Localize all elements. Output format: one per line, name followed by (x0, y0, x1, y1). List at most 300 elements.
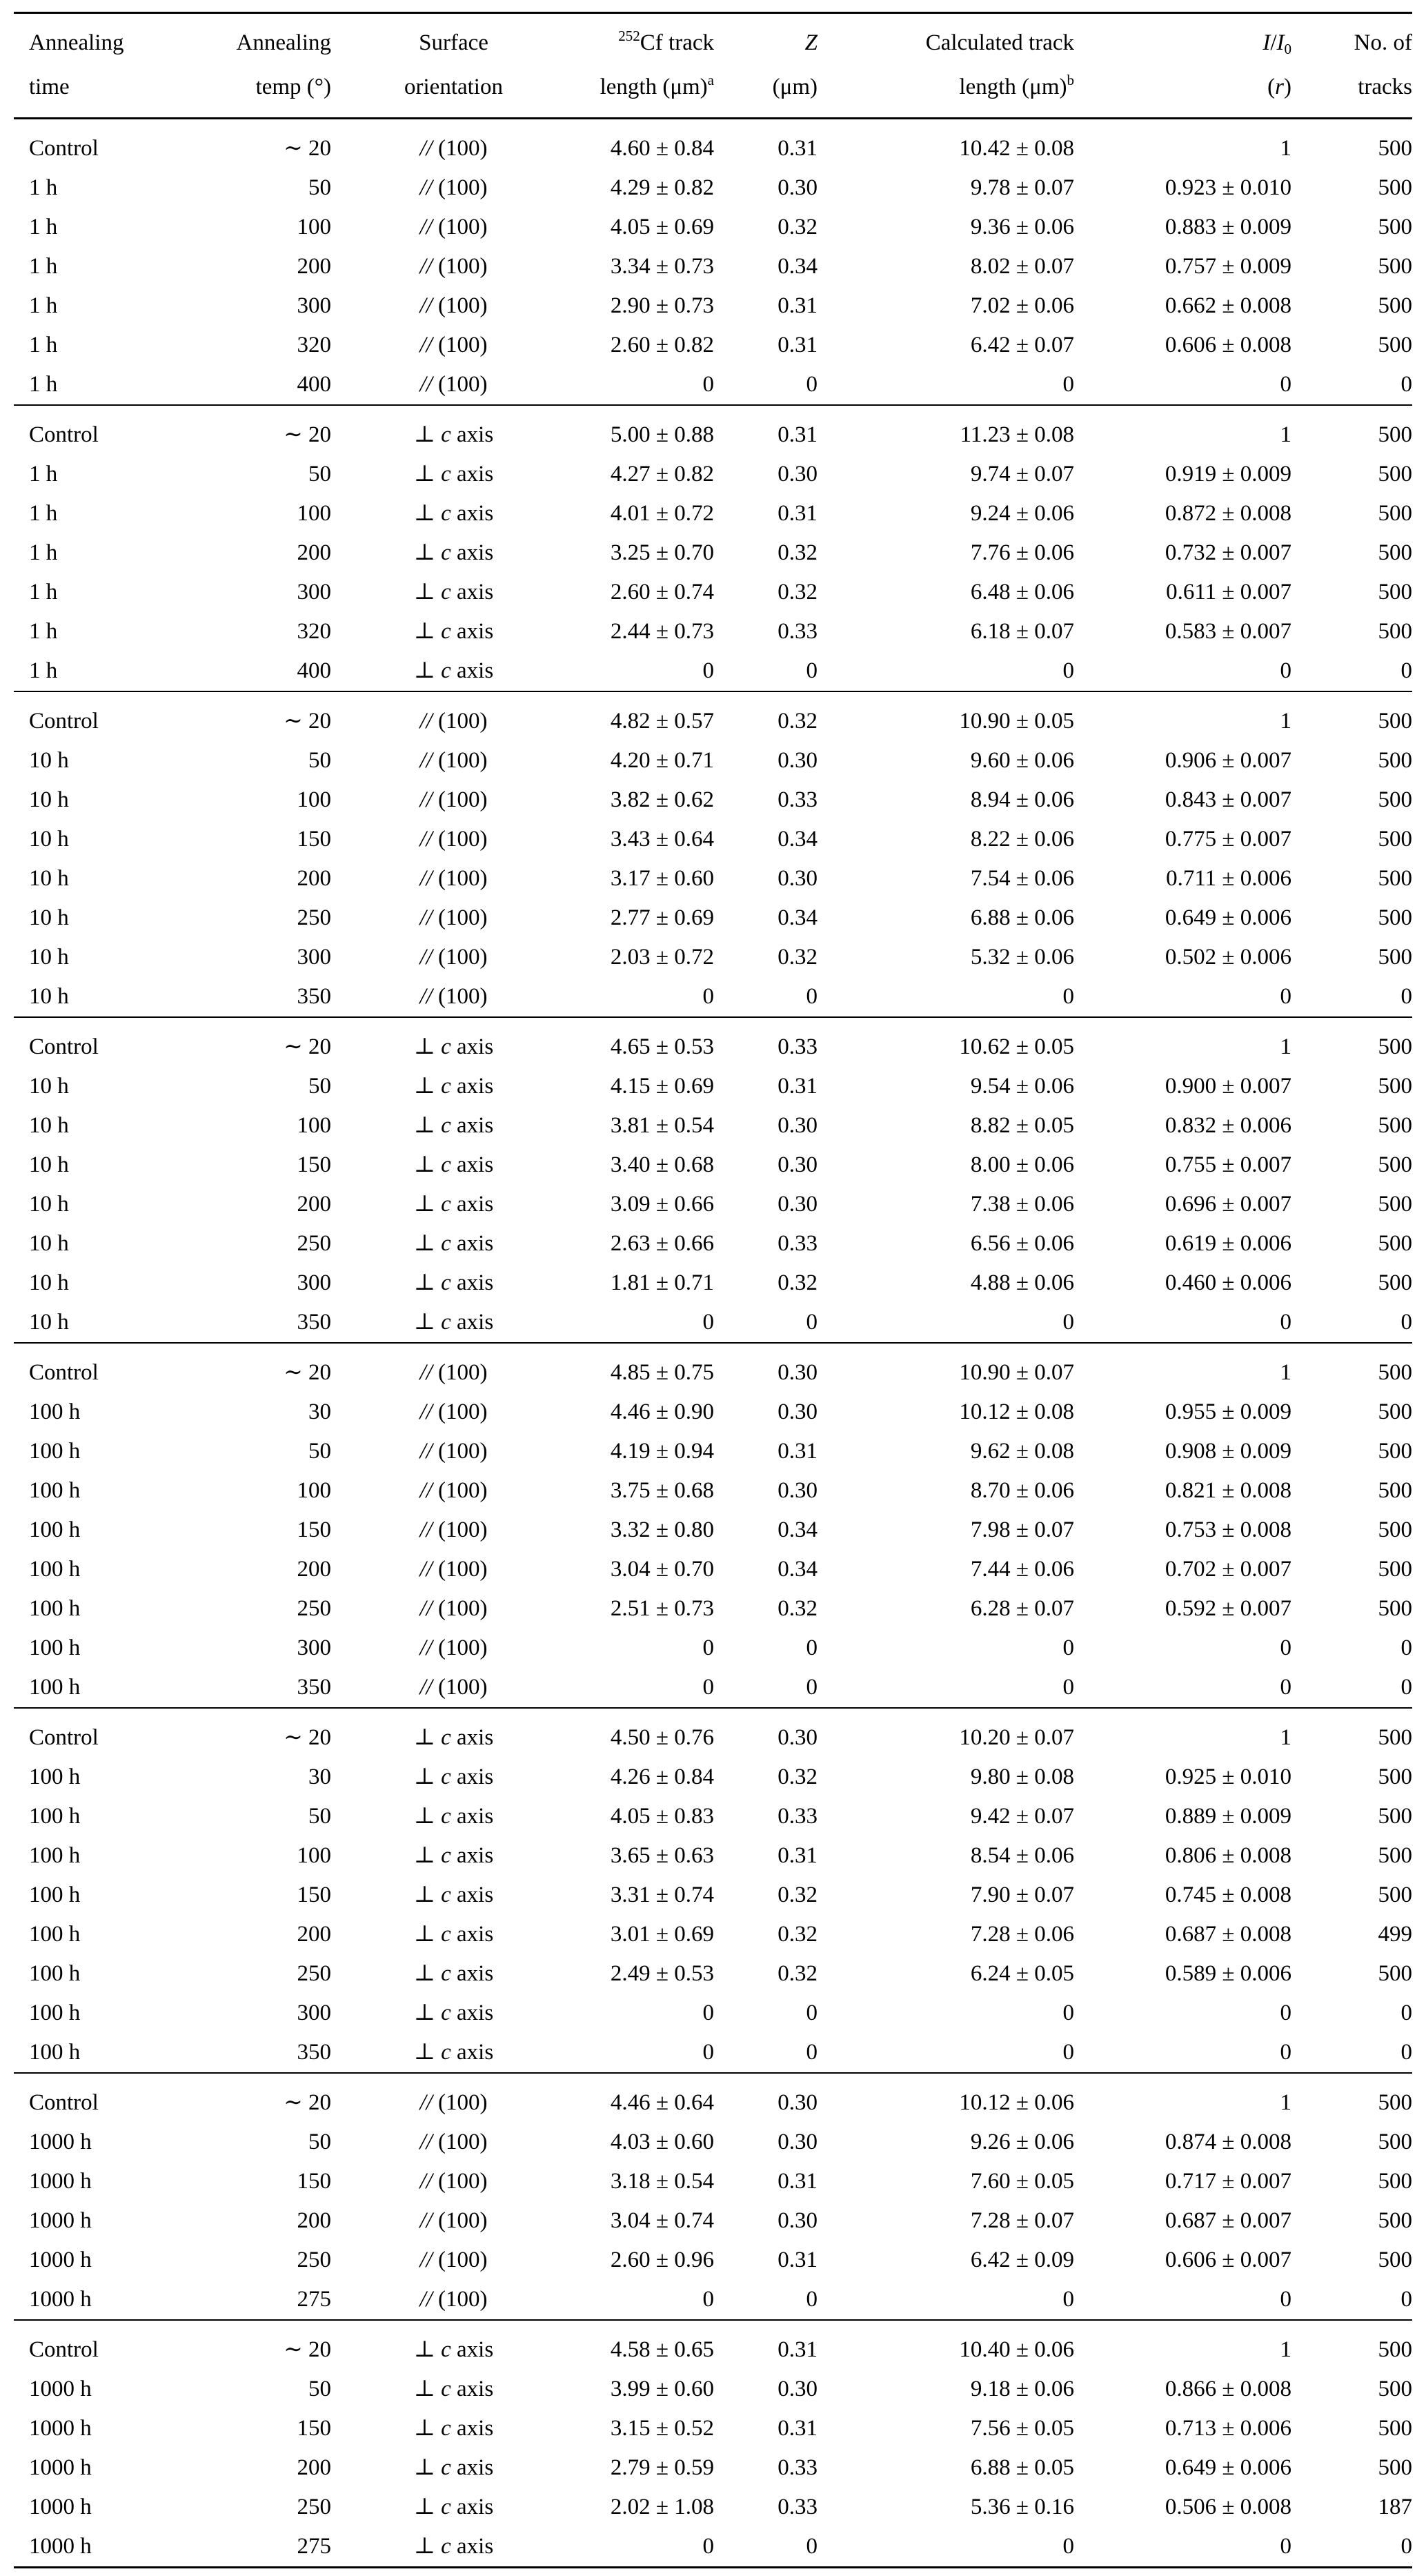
cell-annealing-temp: 100 (297, 1843, 331, 1868)
cell-surface-orientation: ⊥ c axis (413, 1270, 494, 1295)
cell-i-i0-ratio: 0.745 ± 0.008 (1165, 1882, 1291, 1907)
cell-annealing-time: 1 h (29, 333, 58, 357)
cell-surface-orientation: ⊥ c axis (413, 1804, 494, 1829)
cell-cf-track-length: 3.04 ± 0.74 (610, 2208, 714, 2233)
cell-z: 0.30 (778, 2377, 818, 2401)
cell-calculated-track-length: 0 (1062, 1675, 1074, 1700)
cell-num-tracks: 500 (1378, 1725, 1412, 1750)
cell-num-tracks: 500 (1378, 1034, 1412, 1059)
cell-surface-orientation: ⊥ c axis (413, 2337, 494, 2362)
cell-i-i0-ratio: 0.821 ± 0.008 (1165, 1478, 1291, 1503)
cell-cf-track-length: 0 (702, 372, 714, 397)
cell-i-i0-ratio: 0.506 ± 0.008 (1165, 2495, 1291, 2519)
table-group (14, 1343, 1412, 1708)
cell-z: 0 (806, 984, 818, 1009)
table-row (14, 2123, 1412, 2162)
cell-i-i0-ratio: 0.619 ± 0.006 (1165, 1231, 1291, 1256)
cell-num-tracks: 500 (1378, 333, 1412, 357)
cell-surface-orientation: ⊥ c axis (413, 2040, 494, 2065)
cell-i-i0-ratio: 0 (1280, 1635, 1291, 1660)
cell-num-tracks: 0 (1400, 2534, 1412, 2559)
table-row (14, 247, 1412, 286)
cell-calculated-track-length: 7.44 ± 0.06 (970, 1557, 1074, 1582)
header-line (1074, 21, 1291, 65)
cell-num-tracks: 500 (1378, 462, 1412, 486)
cell-surface-orientation: // (100) (419, 787, 488, 812)
table-row (14, 455, 1412, 494)
cell-cf-track-length: 0 (702, 984, 714, 1009)
cell-surface-orientation: ⊥ c axis (413, 619, 494, 644)
cell-z: 0.33 (778, 1231, 818, 1256)
table-row (14, 2241, 1412, 2280)
cell-calculated-track-length: 9.60 ± 0.06 (970, 748, 1074, 773)
cell-i-i0-ratio: 0.583 ± 0.007 (1165, 619, 1291, 644)
cell-surface-orientation: ⊥ c axis (413, 501, 494, 526)
table-row (14, 208, 1412, 247)
cell-cf-track-length: 0 (702, 1310, 714, 1335)
cell-num-tracks: 500 (1378, 2130, 1412, 2154)
cell-num-tracks: 500 (1378, 1882, 1412, 1907)
header-text: ) (1284, 75, 1291, 99)
cell-cf-track-length: 4.05 ± 0.69 (610, 215, 714, 239)
header-text: length (μm) (959, 75, 1067, 99)
cell-cf-track-length: 3.25 ± 0.70 (610, 540, 714, 565)
cell-annealing-time: 1 h (29, 580, 58, 604)
cell-calculated-track-length: 8.94 ± 0.06 (970, 787, 1074, 812)
cell-annealing-temp: 320 (297, 619, 331, 644)
cell-surface-orientation: // (100) (419, 866, 488, 891)
cell-num-tracks: 500 (1378, 1192, 1412, 1217)
cell-calculated-track-length: 11.23 ± 0.08 (960, 422, 1074, 447)
cell-calculated-track-length: 8.70 ± 0.06 (970, 1478, 1074, 1503)
cell-i-i0-ratio: 1 (1280, 136, 1291, 161)
cell-annealing-temp: 50 (308, 1439, 331, 1464)
cell-z: 0.32 (778, 1922, 818, 1947)
table-row (14, 1067, 1412, 1106)
cell-z: 0 (806, 2000, 818, 2025)
cell-cf-track-length: 4.01 ± 0.72 (610, 501, 714, 526)
cell-surface-orientation: // (100) (419, 333, 488, 357)
cell-annealing-time: 10 h (29, 905, 69, 930)
cell-z: 0.30 (778, 462, 818, 486)
table-row (14, 2201, 1412, 2241)
cell-calculated-track-length: 6.88 ± 0.05 (970, 2455, 1074, 2480)
cell-i-i0-ratio: 0.649 ± 0.006 (1165, 905, 1291, 930)
header-line (818, 21, 1074, 65)
cell-surface-orientation: ⊥ c axis (413, 1725, 494, 1750)
header-surface-orientation (331, 13, 538, 119)
cell-surface-orientation: ⊥ c axis (413, 1074, 494, 1099)
cell-cf-track-length: 2.60 ± 0.74 (610, 580, 714, 604)
cell-num-tracks: 500 (1378, 580, 1412, 604)
cell-annealing-temp: 150 (297, 827, 331, 852)
cell-calculated-track-length: 9.26 ± 0.06 (970, 2130, 1074, 2154)
cell-annealing-time: 1000 h (29, 2130, 92, 2154)
cell-annealing-temp: 200 (297, 866, 331, 891)
cell-surface-orientation: ⊥ c axis (413, 1231, 494, 1256)
cell-annealing-time: Control (29, 136, 99, 161)
cell-surface-orientation: // (100) (419, 905, 488, 930)
cell-annealing-time: 1000 h (29, 2534, 92, 2559)
cell-z: 0.30 (778, 1725, 818, 1750)
cell-i-i0-ratio: 0.843 ± 0.007 (1165, 787, 1291, 812)
cell-i-i0-ratio: 0 (1280, 372, 1291, 397)
cell-annealing-temp: ∼ 20 (284, 422, 331, 447)
table-row (14, 977, 1412, 1017)
table-row (14, 1393, 1412, 1432)
cell-cf-track-length: 3.75 ± 0.68 (610, 1478, 714, 1503)
cell-cf-track-length: 2.60 ± 0.96 (610, 2248, 714, 2272)
table-row (14, 1471, 1412, 1511)
cell-annealing-time: 10 h (29, 1113, 69, 1138)
cell-calculated-track-length: 5.32 ± 0.06 (970, 945, 1074, 970)
header-annealing-temp (200, 13, 331, 119)
cell-cf-track-length: 0 (702, 2534, 714, 2559)
cell-calculated-track-length: 8.00 ± 0.06 (970, 1152, 1074, 1177)
cell-annealing-time: 100 h (29, 1843, 81, 1868)
cell-i-i0-ratio: 0 (1280, 2287, 1291, 2312)
cell-annealing-temp: 250 (297, 905, 331, 930)
cell-cf-track-length: 3.01 ± 0.69 (610, 1922, 714, 1947)
header-row (14, 13, 1412, 119)
table-row (14, 1511, 1412, 1550)
cell-surface-orientation: // (100) (419, 1399, 488, 1424)
cell-i-i0-ratio: 1 (1280, 1360, 1291, 1385)
cell-num-tracks: 500 (1378, 1596, 1412, 1621)
cell-num-tracks: 500 (1378, 905, 1412, 930)
cell-annealing-temp: 200 (297, 1192, 331, 1217)
cell-cf-track-length: 4.15 ± 0.69 (610, 1074, 714, 1099)
header-line (1291, 65, 1412, 109)
cell-z: 0.31 (778, 2416, 818, 2441)
cell-cf-track-length: 4.20 ± 0.71 (610, 748, 714, 773)
cell-surface-orientation: // (100) (419, 827, 488, 852)
header-text: I (1276, 30, 1285, 55)
cell-i-i0-ratio: 0.502 ± 0.006 (1165, 945, 1291, 970)
cell-calculated-track-length: 0 (1062, 2287, 1074, 2312)
cell-i-i0-ratio: 0.662 ± 0.008 (1165, 293, 1291, 318)
cell-calculated-track-length: 10.62 ± 0.05 (959, 1034, 1074, 1059)
cell-num-tracks: 187 (1378, 2495, 1412, 2519)
cell-i-i0-ratio: 0.755 ± 0.007 (1165, 1152, 1291, 1177)
cell-calculated-track-length: 6.18 ± 0.07 (970, 619, 1074, 644)
cell-cf-track-length: 3.04 ± 0.70 (610, 1557, 714, 1582)
table-row (14, 2488, 1412, 2527)
cell-surface-orientation: ⊥ c axis (413, 2534, 494, 2559)
cell-annealing-temp: 100 (297, 501, 331, 526)
cell-z: 0.33 (778, 619, 818, 644)
header-line (538, 65, 714, 109)
header-text: Annealing (29, 30, 124, 55)
cell-annealing-temp: ∼ 20 (284, 2090, 331, 2115)
cell-annealing-time: 1 h (29, 462, 58, 486)
cell-num-tracks: 500 (1378, 1843, 1412, 1868)
cell-cf-track-length: 2.51 ± 0.73 (610, 1596, 714, 1621)
cell-annealing-temp: 50 (308, 462, 331, 486)
cell-z: 0.30 (778, 2130, 818, 2154)
cell-calculated-track-length: 6.56 ± 0.06 (970, 1231, 1074, 1256)
cell-i-i0-ratio: 0 (1280, 2040, 1291, 2065)
cell-surface-orientation: // (100) (419, 1439, 488, 1464)
cell-annealing-time: 1 h (29, 215, 58, 239)
cell-cf-track-length: 2.02 ± 1.08 (610, 2495, 714, 2519)
cell-surface-orientation: // (100) (419, 293, 488, 318)
cell-num-tracks: 500 (1378, 2455, 1412, 2480)
cell-cf-track-length: 2.63 ± 0.66 (610, 1231, 714, 1256)
cell-num-tracks: 0 (1400, 658, 1412, 683)
cell-calculated-track-length: 10.90 ± 0.07 (959, 1360, 1074, 1385)
cell-z: 0.34 (778, 827, 818, 852)
cell-i-i0-ratio: 0 (1280, 2534, 1291, 2559)
cell-num-tracks: 500 (1378, 1557, 1412, 1582)
table-row (14, 2162, 1412, 2201)
cell-surface-orientation: // (100) (419, 2287, 488, 2312)
cell-annealing-time: 100 h (29, 1804, 81, 1829)
cell-num-tracks: 500 (1378, 1113, 1412, 1138)
cell-calculated-track-length: 10.12 ± 0.08 (959, 1399, 1074, 1424)
cell-annealing-temp: 350 (297, 2040, 331, 2065)
cell-annealing-temp: 50 (308, 1074, 331, 1099)
annealing-table (14, 12, 1412, 2568)
header-num-tracks (1291, 13, 1412, 119)
cell-z: 0.30 (778, 1113, 818, 1138)
cell-annealing-temp: 200 (297, 2455, 331, 2480)
cell-z: 0.33 (778, 2495, 818, 2519)
cell-calculated-track-length: 7.98 ± 0.07 (970, 1517, 1074, 1542)
cell-num-tracks: 500 (1378, 787, 1412, 812)
table-row (14, 168, 1412, 208)
cell-annealing-time: 10 h (29, 1231, 69, 1256)
header-i-i0-ratio (1074, 13, 1291, 119)
cell-calculated-track-length: 9.36 ± 0.06 (970, 215, 1074, 239)
header-text: temp (°) (255, 75, 331, 99)
header-text: Annealing (236, 30, 331, 55)
cell-surface-orientation: // (100) (419, 709, 488, 734)
cell-cf-track-length: 4.26 ± 0.84 (610, 1764, 714, 1789)
cell-i-i0-ratio: 0.711 ± 0.006 (1166, 866, 1291, 891)
table-row (14, 2280, 1412, 2320)
cell-annealing-time: 1 h (29, 293, 58, 318)
cell-annealing-temp: ∼ 20 (284, 709, 331, 734)
cell-annealing-time: 100 h (29, 2000, 81, 2025)
header-line (1291, 21, 1412, 65)
cell-annealing-time: 10 h (29, 984, 69, 1009)
table-row (14, 780, 1412, 820)
cell-cf-track-length: 3.40 ± 0.68 (610, 1152, 714, 1177)
cell-cf-track-length: 3.99 ± 0.60 (610, 2377, 714, 2401)
cell-num-tracks: 500 (1378, 1961, 1412, 1986)
cell-calculated-track-length: 0 (1062, 2040, 1074, 2065)
cell-z: 0.30 (778, 1360, 818, 1385)
cell-annealing-time: 100 h (29, 1439, 81, 1464)
cell-i-i0-ratio: 0.649 ± 0.006 (1165, 2455, 1291, 2480)
cell-z: 0.30 (778, 1399, 818, 1424)
cell-num-tracks: 0 (1400, 1675, 1412, 1700)
cell-annealing-temp: ∼ 20 (284, 1725, 331, 1750)
table-group (14, 405, 1412, 691)
cell-annealing-temp: 30 (308, 1764, 331, 1789)
table-row (14, 326, 1412, 365)
cell-surface-orientation: ⊥ c axis (413, 1192, 494, 1217)
cell-z: 0.33 (778, 1034, 818, 1059)
cell-annealing-temp: 150 (297, 1152, 331, 1177)
cell-annealing-time: 100 h (29, 1596, 81, 1621)
cell-annealing-temp: 250 (297, 2248, 331, 2272)
table-row (14, 1550, 1412, 1589)
cell-calculated-track-length: 0 (1062, 1635, 1074, 1660)
cell-num-tracks: 500 (1378, 422, 1412, 447)
cell-cf-track-length: 1.81 ± 0.71 (610, 1270, 714, 1295)
cell-calculated-track-length: 4.88 ± 0.06 (970, 1270, 1074, 1295)
table-row (14, 533, 1412, 573)
header-text: length (μm) (600, 75, 708, 99)
cell-annealing-time: Control (29, 2090, 99, 2115)
table-row (14, 1343, 1412, 1393)
cell-num-tracks: 500 (1378, 501, 1412, 526)
cell-num-tracks: 500 (1378, 1399, 1412, 1424)
cell-calculated-track-length: 10.40 ± 0.06 (959, 2337, 1074, 2362)
cell-num-tracks: 500 (1378, 540, 1412, 565)
table-row (14, 1629, 1412, 1668)
cell-annealing-temp: 250 (297, 1961, 331, 1986)
header-z (714, 13, 818, 119)
cell-calculated-track-length: 8.54 ± 0.06 (970, 1843, 1074, 1868)
cell-cf-track-length: 0 (702, 658, 714, 683)
header-line (29, 21, 200, 65)
table-row (14, 938, 1412, 977)
cell-surface-orientation: ⊥ c axis (413, 2495, 494, 2519)
cell-cf-track-length: 4.58 ± 0.65 (610, 2337, 714, 2362)
cell-z: 0.34 (778, 254, 818, 279)
cell-cf-track-length: 0 (702, 1675, 714, 1700)
cell-z: 0.30 (778, 2090, 818, 2115)
cell-cf-track-length: 3.34 ± 0.73 (610, 254, 714, 279)
cell-z: 0.32 (778, 1961, 818, 1986)
header-line (369, 21, 538, 65)
cell-z: 0.32 (778, 1270, 818, 1295)
table-row (14, 1589, 1412, 1629)
cell-annealing-temp: 100 (297, 215, 331, 239)
cell-i-i0-ratio: 0.606 ± 0.007 (1165, 2248, 1291, 2272)
cell-num-tracks: 0 (1400, 1635, 1412, 1660)
cell-annealing-time: Control (29, 2337, 99, 2362)
table-row (14, 2370, 1412, 2409)
cell-annealing-temp: 300 (297, 293, 331, 318)
cell-z: 0 (806, 2040, 818, 2065)
cell-annealing-temp: 300 (297, 2000, 331, 2025)
cell-cf-track-length: 3.82 ± 0.62 (610, 787, 714, 812)
table-row (14, 1303, 1412, 1343)
cell-cf-track-length: 3.17 ± 0.60 (610, 866, 714, 891)
cell-num-tracks: 500 (1378, 254, 1412, 279)
cell-annealing-temp: 300 (297, 1635, 331, 1660)
cell-num-tracks: 500 (1378, 1764, 1412, 1789)
cell-annealing-time: 100 h (29, 2040, 81, 2065)
cell-cf-track-length: 0 (702, 2287, 714, 2312)
cell-i-i0-ratio: 0.592 ± 0.007 (1165, 1596, 1291, 1621)
cell-z: 0.31 (778, 2248, 818, 2272)
header-line (369, 65, 538, 109)
cell-z: 0.30 (778, 866, 818, 891)
cell-annealing-time: 1000 h (29, 2248, 92, 2272)
cell-cf-track-length: 3.15 ± 0.52 (610, 2416, 714, 2441)
cell-calculated-track-length: 6.88 ± 0.06 (970, 905, 1074, 930)
cell-calculated-track-length: 10.12 ± 0.06 (959, 2090, 1074, 2115)
cell-calculated-track-length: 7.38 ± 0.06 (970, 1192, 1074, 1217)
cell-num-tracks: 500 (1378, 709, 1412, 734)
cell-i-i0-ratio: 0 (1280, 2000, 1291, 2025)
cell-i-i0-ratio: 0.713 ± 0.006 (1165, 2416, 1291, 2441)
cell-cf-track-length: 2.79 ± 0.59 (610, 2455, 714, 2480)
cell-z: 0.31 (778, 333, 818, 357)
cell-z: 0 (806, 2534, 818, 2559)
table-row (14, 612, 1412, 651)
header-line (818, 65, 1074, 109)
cell-annealing-temp: 50 (308, 2377, 331, 2401)
cell-i-i0-ratio: 0 (1280, 1675, 1291, 1700)
cell-num-tracks: 500 (1378, 2377, 1412, 2401)
header-text: Surface (419, 30, 488, 55)
cell-i-i0-ratio: 0.757 ± 0.009 (1165, 254, 1291, 279)
cell-annealing-temp: 350 (297, 984, 331, 1009)
cell-i-i0-ratio: 1 (1280, 2337, 1291, 2362)
cell-surface-orientation: // (100) (419, 1360, 488, 1385)
cell-surface-orientation: // (100) (419, 175, 488, 200)
table-row (14, 691, 1412, 741)
cell-i-i0-ratio: 0.732 ± 0.007 (1165, 540, 1291, 565)
cell-i-i0-ratio: 0.889 ± 0.009 (1165, 1804, 1291, 1829)
table-row (14, 898, 1412, 938)
cell-num-tracks: 500 (1378, 1439, 1412, 1464)
cell-annealing-temp: 200 (297, 540, 331, 565)
cell-i-i0-ratio: 0.611 ± 0.007 (1166, 580, 1291, 604)
cell-annealing-temp: 300 (297, 1270, 331, 1295)
cell-calculated-track-length: 7.02 ± 0.06 (970, 293, 1074, 318)
cell-annealing-time: 1000 h (29, 2208, 92, 2233)
cell-surface-orientation: ⊥ c axis (413, 1961, 494, 1986)
cell-calculated-track-length: 9.54 ± 0.06 (970, 1074, 1074, 1099)
cell-calculated-track-length: 6.48 ± 0.06 (970, 580, 1074, 604)
cell-surface-orientation: ⊥ c axis (413, 2377, 494, 2401)
table-row (14, 2320, 1412, 2370)
cell-num-tracks: 0 (1400, 984, 1412, 1009)
cell-cf-track-length: 5.00 ± 0.88 (610, 422, 714, 447)
cell-annealing-time: 1 h (29, 372, 58, 397)
cell-cf-track-length: 4.19 ± 0.94 (610, 1439, 714, 1464)
cell-i-i0-ratio: 0.696 ± 0.007 (1165, 1192, 1291, 1217)
cell-calculated-track-length: 0 (1062, 2000, 1074, 2025)
cell-surface-orientation: // (100) (419, 372, 488, 397)
cell-calculated-track-length: 10.42 ± 0.08 (959, 136, 1074, 161)
cell-z: 0.32 (778, 580, 818, 604)
cell-i-i0-ratio: 0.925 ± 0.010 (1165, 1764, 1291, 1789)
cell-annealing-temp: 200 (297, 2208, 331, 2233)
cell-i-i0-ratio: 0.717 ± 0.007 (1165, 2169, 1291, 2194)
cell-surface-orientation: ⊥ c axis (413, 1843, 494, 1868)
footnote-marker-b: b (1067, 72, 1074, 88)
cell-surface-orientation: ⊥ c axis (413, 1310, 494, 1335)
cell-annealing-temp: 150 (297, 2416, 331, 2441)
cell-annealing-temp: 200 (297, 254, 331, 279)
table-row (14, 1106, 1412, 1146)
cell-cf-track-length: 4.27 ± 0.82 (610, 462, 714, 486)
table-group (14, 2320, 1412, 2568)
cell-z: 0.30 (778, 1478, 818, 1503)
cell-surface-orientation: ⊥ c axis (413, 422, 494, 447)
cell-annealing-time: 10 h (29, 1270, 69, 1295)
cell-i-i0-ratio: 0 (1280, 658, 1291, 683)
table-row (14, 1264, 1412, 1303)
